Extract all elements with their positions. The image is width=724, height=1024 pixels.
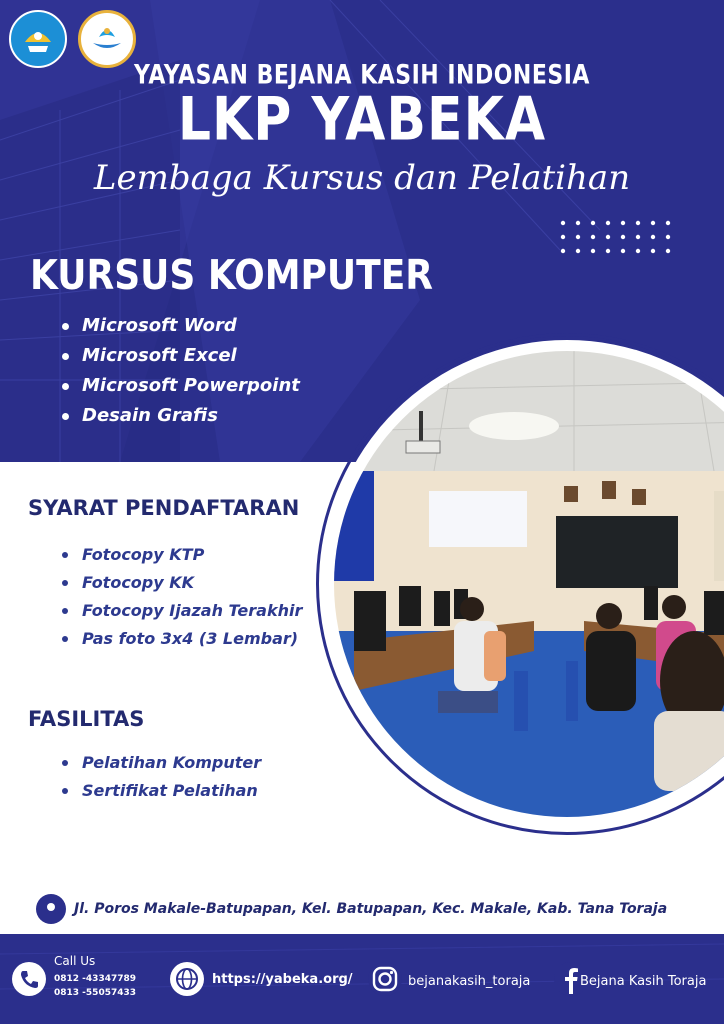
requirement-item: Pas foto 3x4 (3 Lembar) <box>62 626 302 654</box>
main-title: LKP YABEKA <box>177 85 547 155</box>
course-item: Microsoft Word <box>62 313 300 343</box>
call-us-label: Call Us <box>54 954 96 968</box>
location-pin-icon <box>36 894 66 924</box>
requirements-list <box>62 542 302 654</box>
course-list <box>62 313 300 433</box>
course-item: Microsoft Excel <box>62 343 300 373</box>
address: Jl. Poros Makale-Batupapan, Kel. Batupapan, Kec. Makale, Kab. Tana Toraja <box>74 901 668 917</box>
requirement-item: Fotocopy KK <box>62 570 302 598</box>
tagline: Lembaga Kursus dan Pelatihan <box>93 158 631 198</box>
requirement-item: Fotocopy Ijazah Terakhir <box>62 598 302 626</box>
facilities-list <box>62 750 261 806</box>
phone-number-1: 0812 -43347789 <box>54 974 137 984</box>
requirement-item: Fotocopy KTP <box>62 542 302 570</box>
course-item: Desain Grafis <box>62 403 300 433</box>
course-heading: KURSUS KOMPUTER <box>30 252 434 300</box>
website-link[interactable]: https://yabeka.org/ <box>212 972 353 987</box>
requirements-heading: SYARAT PENDAFTARAN <box>28 496 300 520</box>
instagram-handle[interactable]: bejanakasih_toraja <box>408 974 531 989</box>
kemendikbud-logo <box>9 10 67 68</box>
phone-icon <box>12 962 46 996</box>
phone-number-2: 0813 -55057433 <box>54 988 137 998</box>
dot-grid-decoration <box>560 220 682 254</box>
globe-icon <box>170 962 204 996</box>
organization-name: YAYASAN BEJANA KASIH INDONESIA <box>134 60 590 91</box>
footer <box>0 934 724 1024</box>
facebook-page[interactable]: Bejana Kasih Toraja <box>580 974 707 989</box>
facilities-heading: FASILITAS <box>28 707 145 731</box>
classroom-photo <box>334 351 724 817</box>
facility-item: Sertifikat Pelatihan <box>62 778 261 806</box>
instagram-icon <box>368 962 402 996</box>
facility-item: Pelatihan Komputer <box>62 750 261 778</box>
yabeka-logo <box>78 10 136 68</box>
course-item: Microsoft Powerpoint <box>62 373 300 403</box>
